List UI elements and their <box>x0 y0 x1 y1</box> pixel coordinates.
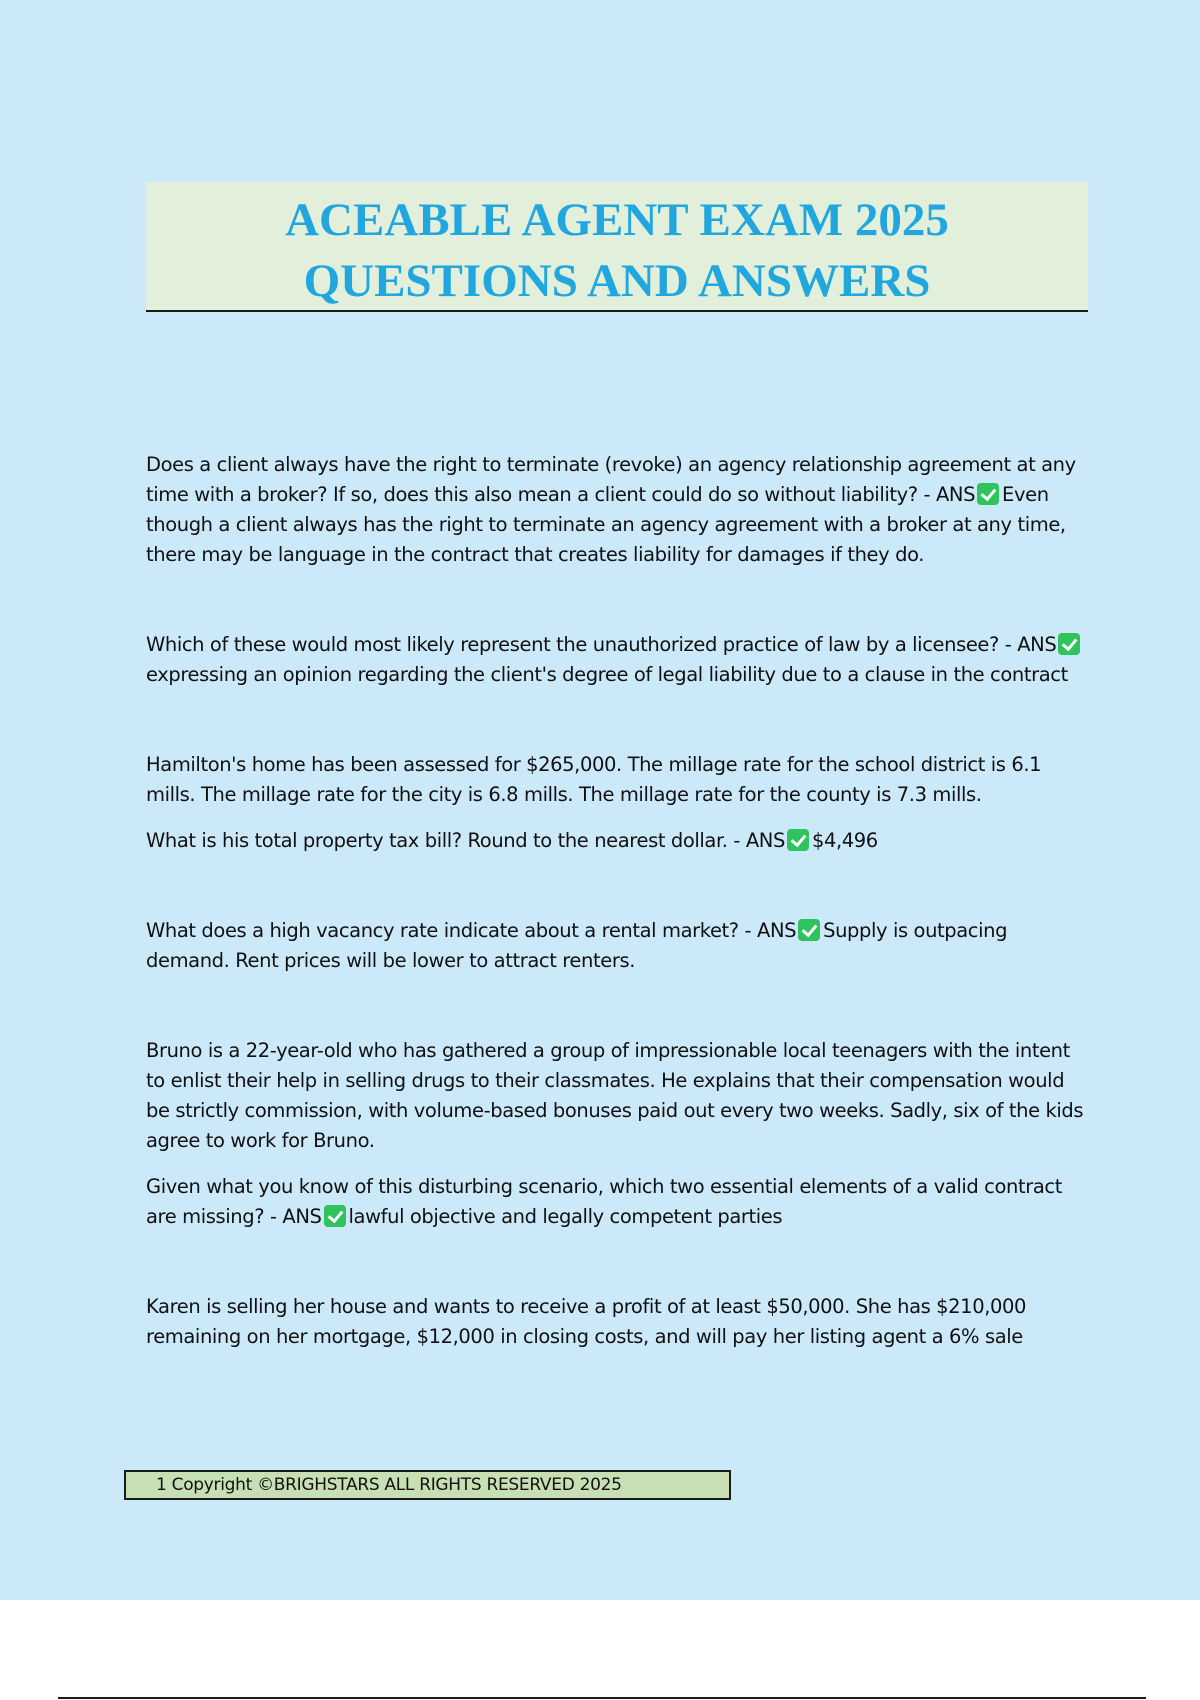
answer-text: $4,496 <box>811 829 878 852</box>
qa-paragraph <box>146 450 1086 570</box>
title-banner <box>146 182 1088 312</box>
question-text: Which of these would most likely represent the unauthorized practice of law by a licensee? - <box>146 633 1012 656</box>
qa-intro: Bruno is a 22-year-old who has gathered a group of impressionable local teenagers with the intent to enlist their help in selling drugs to their classmates. He explains that their compensation would be strictly commission, with volume-based bonuses paid out every two weeks. Sadly, six of the kids agree to work for Bruno. <box>146 1039 1084 1152</box>
checkmark-icon <box>787 829 809 851</box>
qa-paragraph <box>146 630 1086 690</box>
question-text: What is his total property tax bill? Round to the nearest dollar. - <box>146 829 741 852</box>
qa-item <box>146 1292 1086 1352</box>
title-line-1: ACEABLE AGENT EXAM 2025 <box>285 194 949 246</box>
checkmark-icon <box>977 483 999 505</box>
answer-marker: ANS <box>745 829 785 852</box>
answer-marker: ANS <box>935 483 976 506</box>
checkmark-icon <box>324 1205 346 1227</box>
answer-marker: ANS <box>757 919 797 942</box>
qa-item <box>146 750 1086 856</box>
answer-text: Supply is outpacing demand. Rent prices will be lower to attract renters. <box>146 919 1008 972</box>
answer-text: Even though a client always has the right to terminate an agency agreement with a broker at any time, there may be language in the contract that creates liability for damages if they do. <box>146 483 1066 566</box>
answer-marker: ANS <box>1017 633 1057 656</box>
question-text: What does a high vacancy rate indicate about a rental market? - <box>146 919 752 942</box>
question-text: Karen is selling her house and wants to receive a profit of at least $50,000. She has $210,000 remaining on her mortgage, $12,000 in closing costs, and will pay her listing agent a 6% sale <box>146 1295 1027 1348</box>
qa-paragraph <box>146 916 1086 976</box>
copyright-footer: 1 Copyright ©BRIGHSTARS ALL RIGHTS RESERVED 2025 <box>124 1470 731 1500</box>
qa-item <box>146 630 1086 690</box>
qa-paragraph <box>146 826 1086 856</box>
qa-item <box>146 916 1086 976</box>
question-text: Given what you know of this disturbing scenario, which two essential elements of a valid contract are missing? - <box>146 1175 1062 1228</box>
page-divider <box>58 1697 1146 1699</box>
checkmark-icon <box>798 919 820 941</box>
qa-item <box>146 450 1086 570</box>
answer-marker: ANS <box>282 1205 322 1228</box>
title-line-2: QUESTIONS AND ANSWERS <box>303 255 931 307</box>
qa-intro: Hamilton's home has been assessed for $265,000. The millage rate for the school district is 6.1 mills. The millage rate for the city is 6.8 mills. The millage rate for the county is 7.3 mills. <box>146 753 1042 806</box>
answer-text: expressing an opinion regarding the client's degree of legal liability due to a clause in the contract <box>146 663 1068 686</box>
question-text: Does a client always have the right to terminate (revoke) an agency relationship agreement at any time with a broker? If so, does this also mean a client could do so without liability? - <box>146 453 1076 506</box>
qa-paragraph <box>146 1172 1086 1232</box>
qa-content <box>146 450 1086 1352</box>
checkmark-icon <box>1058 633 1080 655</box>
qa-item <box>146 1036 1086 1232</box>
answer-text: lawful objective and legally competent parties <box>348 1205 783 1228</box>
